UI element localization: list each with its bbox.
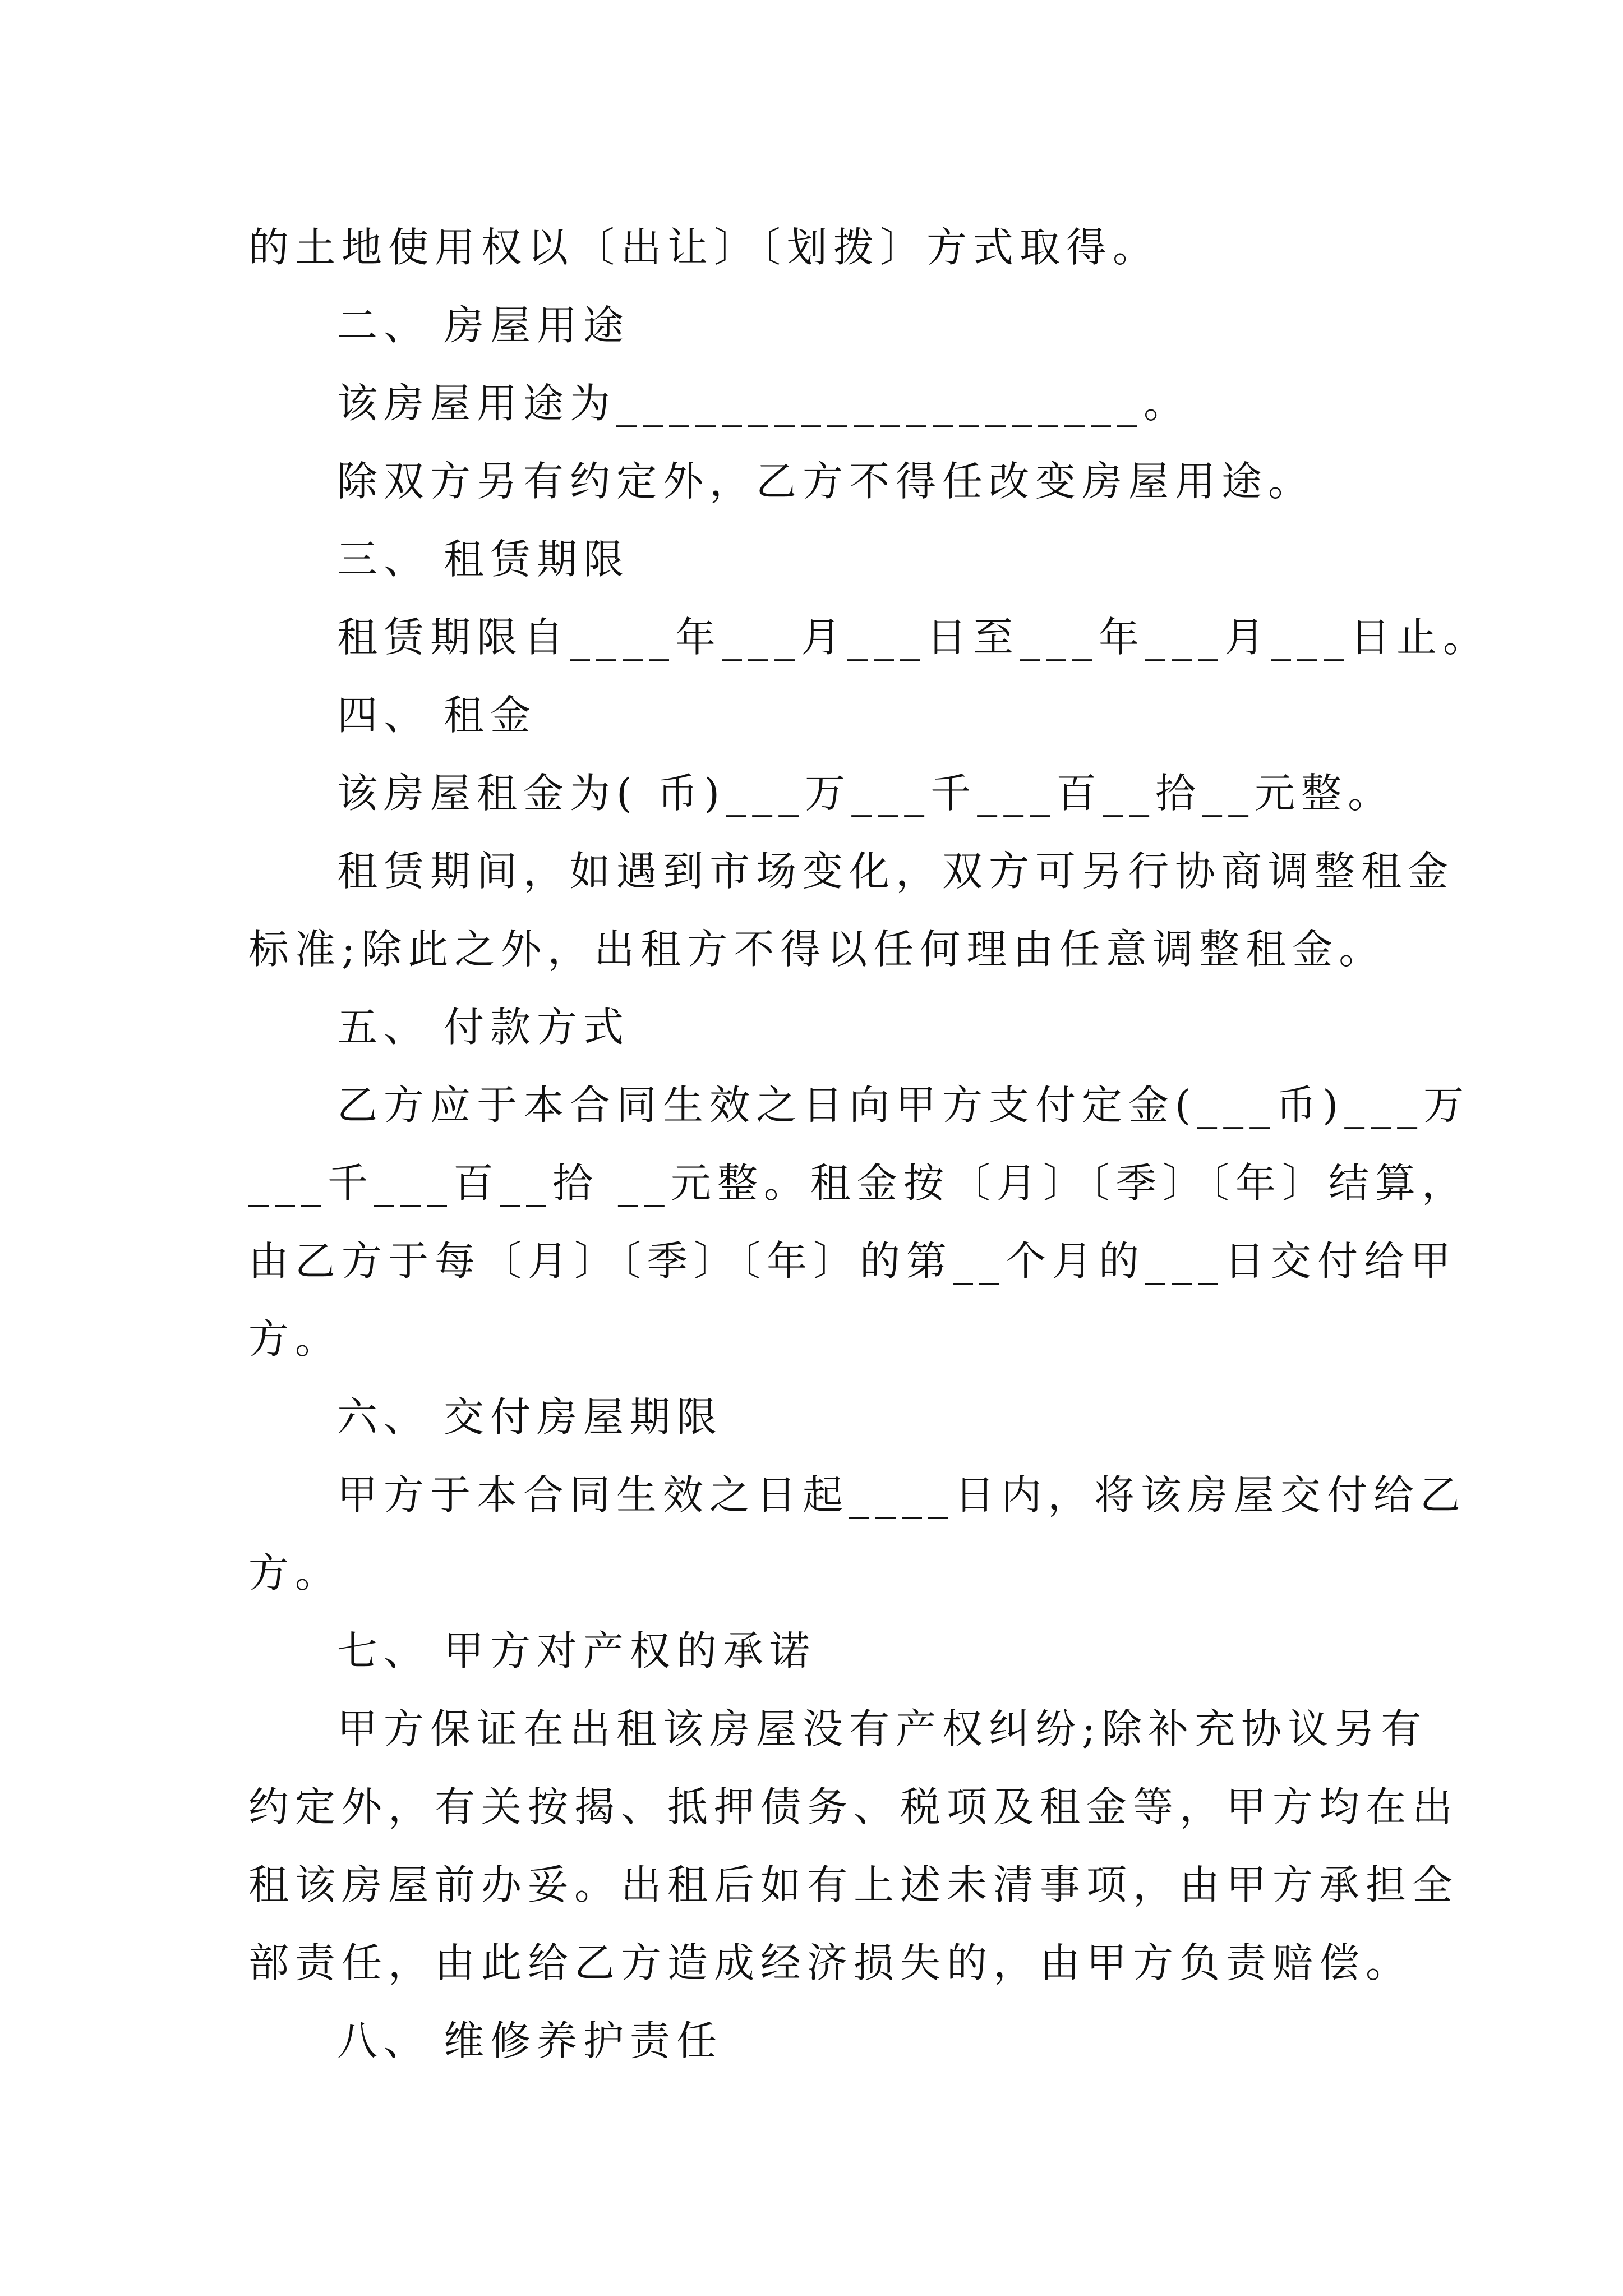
body-line: 租该房屋前办妥。出租后如有上述未清事项，由甲方承担全 bbox=[248, 1861, 1459, 1908]
body-line: 方。 bbox=[248, 1315, 342, 1363]
section-number: 七、 bbox=[337, 1627, 431, 1674]
section-number: 八、 bbox=[337, 2017, 431, 2064]
body-line: 部责任，由此给乙方造成经济损失的，由甲方负责赔偿。 bbox=[248, 1939, 1413, 1986]
body-line: 租赁期间，如遇到市场变化，双方可另行协商调整租金 bbox=[337, 848, 1455, 895]
body-line: ___千___百__拾 __元整。租金按〔月〕〔季〕〔年〕结算， bbox=[248, 1159, 1468, 1207]
body-line: 方。 bbox=[248, 1549, 342, 1596]
section-number: 四、 bbox=[337, 692, 431, 739]
section-title: 租金 bbox=[444, 692, 537, 739]
section-heading-delivery bbox=[248, 1378, 1387, 1456]
body-line: 由乙方于每〔月〕〔季〕〔年〕的第__个月的___日交付给甲 bbox=[248, 1237, 1458, 1285]
section-heading-property-rights bbox=[248, 1612, 1387, 1690]
body-line: 该房屋用途为____________________。 bbox=[337, 380, 1191, 427]
body-line: 标准;除此之外，出租方不得以任何理由任意调整租金。 bbox=[248, 926, 1386, 973]
section-heading-payment bbox=[248, 988, 1387, 1066]
section-number: 六、 bbox=[337, 1393, 431, 1441]
section-number: 三、 bbox=[337, 536, 431, 583]
body-line: 租赁期限自____年___月___日至___年___月___日止。 bbox=[337, 614, 1490, 661]
section-title: 付款方式 bbox=[444, 1004, 630, 1051]
section-heading-maintenance bbox=[248, 2002, 1387, 2080]
section-title: 甲方对产权的承诺 bbox=[444, 1627, 817, 1674]
section-heading-rent bbox=[248, 677, 1387, 754]
section-number: 五、 bbox=[337, 1004, 431, 1051]
section-title: 交付房屋期限 bbox=[444, 1393, 723, 1441]
section-title: 房屋用途 bbox=[444, 302, 630, 349]
body-line: 甲方保证在出租该房屋没有产权纠纷;除补充协议另有 bbox=[337, 1705, 1428, 1752]
body-line: 甲方于本合同生效之日起____日内，将该房屋交付给乙 bbox=[337, 1471, 1467, 1519]
body-line: 约定外，有关按揭、抵押债务、税项及租金等，甲方均在出 bbox=[248, 1783, 1459, 1830]
contract-text bbox=[248, 209, 1490, 2080]
body-line: 的土地使用权以〔出让〕〔划拨〕方式取得。 bbox=[248, 224, 1160, 271]
section-number: 二、 bbox=[337, 302, 431, 349]
section-heading-usage bbox=[248, 287, 1387, 365]
section-heading-term bbox=[248, 521, 1387, 599]
section-title: 维修养护责任 bbox=[444, 2017, 723, 2064]
section-title: 租赁期限 bbox=[444, 536, 630, 583]
body-line: 乙方应于本合同生效之日向甲方支付定金(___币)___万 bbox=[337, 1082, 1470, 1129]
body-line: 该房屋租金为( 币)___万___千___百__拾__元整。 bbox=[337, 770, 1395, 817]
body-line: 除双方另有约定外，乙方不得任改变房屋用途。 bbox=[337, 458, 1315, 505]
